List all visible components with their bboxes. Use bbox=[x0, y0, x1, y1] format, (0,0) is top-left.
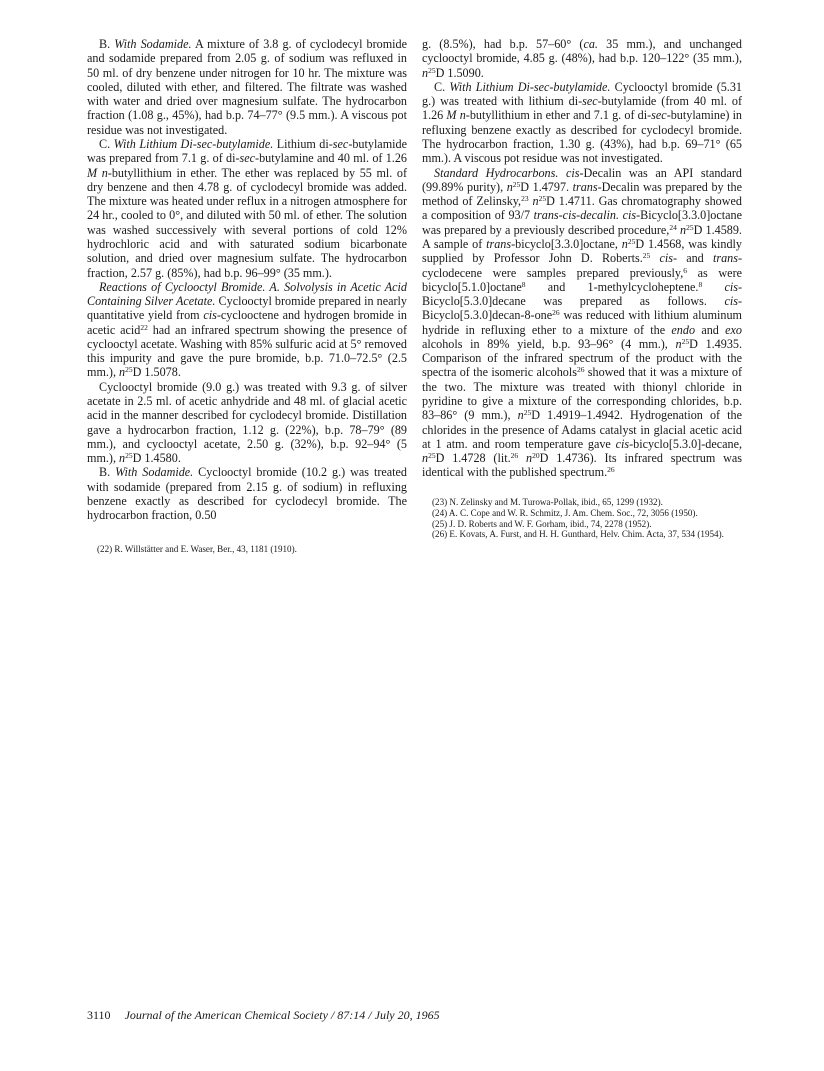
footnote-23: (23) N. Zelinsky and M. Turowa-Pollak, ibid., 65, 1299 (1932). bbox=[432, 496, 663, 507]
page-number: 3110 bbox=[87, 1008, 111, 1022]
page-footer bbox=[87, 1008, 440, 1023]
subsection-heading: With Sodamide. bbox=[115, 465, 194, 480]
paragraph-sodamide-cyclodecyl: B. With Sodamide. A mixture of 3.8 g. of cyclodecyl bromide and sodamide prepared from 2.05 g. of sodium was refluxed in 50 ml. of dry benzene under nitrogen for 10 hr. The mixture was cooled, diluted with ether, and filtered. The filtrate was washed with water and dried over magnesium sulfate. The hydrocarbon fraction (1.08 g., 45%), had b.p. 74–77° (9.5 mm.). A viscous pot residue was not investigated. bbox=[87, 37, 407, 137]
paragraph-continuation: g. (8.5%), had b.p. 57–60° (ca. 35 mm.), and unchanged cyclooctyl bromide, 4.85 g. (48%), had b.p. 120–122° (35 mm.), $n^{25}D$ 1.5090. bbox=[422, 37, 742, 80]
footnote-26: (26) E. Kovats, A. Furst, and H. H. Gunthard, Helv. Chim. Acta, 37, 534 (1954). bbox=[432, 529, 724, 540]
subsection-heading: With Lithium Di-sec-butylamide. bbox=[449, 79, 611, 94]
journal-citation: Journal of the American Chemical Society / 87:14 / July 20, 1965 bbox=[124, 1008, 440, 1022]
subsection-heading: With Lithium Di-sec-butylamide. bbox=[113, 136, 274, 151]
left-column bbox=[87, 37, 407, 554]
footnote-24: (24) A. C. Cope and W. R. Schmitz, J. Am. Chem. Soc., 72, 3056 (1950). bbox=[432, 507, 698, 518]
section-heading: Reactions of Cyclooctyl Bromide. A. Solvolysis in Acetic Acid Containing Silver Acetate. bbox=[87, 279, 407, 309]
subsection-heading: With Sodamide. bbox=[114, 37, 192, 51]
footnote-22: (22) R. Willstätter and E. Waser, Ber., 43, 1181 (1910). bbox=[97, 543, 297, 554]
section-heading: Standard Hydrocarbons. bbox=[434, 165, 559, 180]
paragraph-lithium-cyclodecyl: C. With Lithium Di-sec-butylamide. Lithium di-sec-butylamide was prepared from 7.1 g. of di-sec-butylamine and 40 ml. of 1.26 M n-butyllithium in ether. The ether was replaced by 55 ml. of dry benzene and then 4.78 g. of cyclodecyl bromide was added. The mixture was heated under reflux in a nitrogen atmosphere for 24 hr., cooled to 0°, and diluted with 50 ml. of ether. The solution was washed successively with several portions of cold 12% hydrochloric acid and with saturated sodium bicarbonate solution, and dried over magnesium sulfate. The hydrocarbon fraction, 2.57 g. (85%), had b.p. 96–99° (35 mm.). bbox=[87, 136, 408, 280]
paragraph-silver-acetate: Cyclooctyl bromide (9.0 g.) was treated with 9.3 g. of silver acetate in 2.5 ml. of acetic anhydride and 48 ml. of glacial acetic acid in the manner described for cyclodecyl bromide. Distillation gave a hydrocarbon fraction, 1.12 g. (22%), b.p. 78–79° (89 mm.), and cyclooctyl acetate, 2.50 g. (32%), b.p. 92–94° (5 mm.), $n^{25}D$ 1.4580. bbox=[87, 379, 407, 466]
paragraph-sodamide-cyclooctyl: B. With Sodamide. Cyclooctyl bromide (10.2 g.) was treated with sodamide (prepared from 2.15 g. of sodium) in refluxing benzene exactly as described for cyclodecyl bromide. The hydrocarbon fraction, 0.50 bbox=[87, 465, 407, 523]
right-column bbox=[422, 37, 742, 540]
footnote-divider bbox=[87, 536, 407, 537]
paragraph-lithium-cyclooctyl: C. With Lithium Di-sec-butylamide. Cyclooctyl bromide (5.31 g.) was treated with lithium di-sec-butylamide (from 40 ml. of 1.26 M n-butyllithium in ether and 7.1 g. of di-sec-butylamine) in refluxing benzene exactly as described for cyclodecyl bromide. The hydrocarbon fraction, 1.30 g. (43%), had b.p. 69–71° (65 mm.). A viscous pot residue was not investigated. bbox=[422, 79, 743, 166]
footnote-25: (25) J. D. Roberts and W. F. Gorham, ibid., 74, 2278 (1952). bbox=[432, 518, 652, 529]
paragraph-standard-hydrocarbons: Standard Hydrocarbons. cis-Decalin was an API standard (99.89% purity), $n^{25}D$ 1.4797. trans-Decalin was prepared by the method of Zelinsky,$^{23}$ $n^{25}D$ 1.4711. Gas chromatography showed a composition of 93/7 trans-cis-decalin. cis-Bicyclo[3.3.0]octane was prepared by a previously described procedure,$^{24}$ $n^{25}D$ 1.4589. A sample of trans-bicyclo[3.3.0]octane, $n^{25}D$ 1.4568, was kindly supplied by Professor John D. Roberts.$^{25}$ cis- and trans-cyclodecene were samples prepared previously,$^6$ as were bicyclo[5.1.0]octane$^8$ and 1-methylcycloheptene.$^8$ cis-Bicyclo[5.3.0]decane was prepared as follows. cis-Bicyclo[5.3.0]decan-8-one$^{26}$ was reduced with lithium aluminum hydride in refluxing ether to a mixture of the endo and exo alcohols in 89% yield, b.p. 93–96° (4 mm.), $n^{25}D$ 1.4935. Comparison of the infrared spectrum of the product with the spectra of the isomeric alcohols$^{26}$ showed that it was a mixture of the two. The mixture was treated with thionyl chloride in pyridine to give a mixture of the corresponding chlorides, b.p. 83–86° (9 mm.), $n^{25}D$ 1.4919–1.4942. Hydrogenation of the chlorides in the presence of Adams catalyst in glacial acetic acid at 1 atm. and room temperature gave cis-bicyclo[5.3.0]-decane, $n^{25}D$ 1.4728 (lit.$^{26}$ $n^{20}D$ 1.4736). Its infrared spectrum was identical with the published spectrum.$^{26}$ bbox=[422, 165, 743, 480]
footnote-divider bbox=[422, 489, 742, 490]
paragraph-cyclooctyl-solvolysis: Reactions of Cyclooctyl Bromide. A. Solvolysis in Acetic Acid Containing Silver Acetate. Cyclooctyl bromide prepared in nearly quantitative yield from cis-cyclooctene and hydrogen bromide in acetic acid$^{22}$ had an infrared spectrum showing the presence of cyclooctyl acetate. Washing with 85% sulfuric acid at 5° removed this impurity and gave the pure bromide, b.p. 71.0–72.5° (2.5 mm.), $n^{25}D$ 1.5078. bbox=[87, 279, 407, 380]
